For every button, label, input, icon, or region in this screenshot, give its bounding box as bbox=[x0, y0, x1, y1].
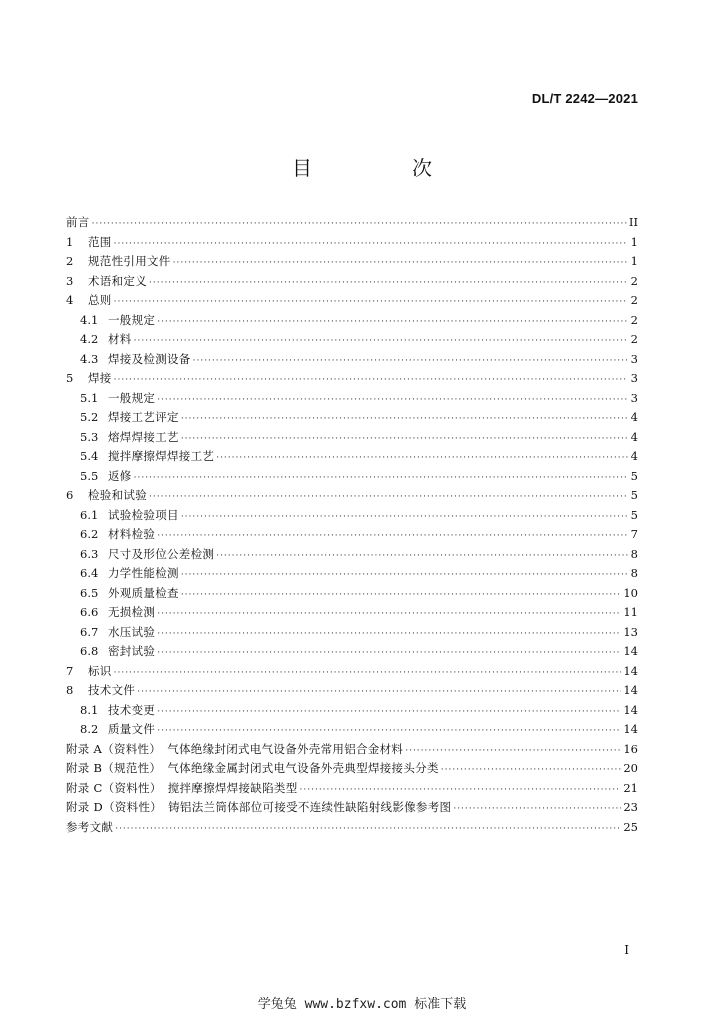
toc-entry-page: 10 bbox=[623, 585, 638, 600]
toc-entry-page: II bbox=[628, 215, 638, 229]
toc-entry-page: 5 bbox=[630, 488, 638, 502]
toc-entry-number: 3 bbox=[66, 273, 74, 288]
toc-entry-page: 14 bbox=[623, 702, 638, 717]
toc-entry[interactable] bbox=[66, 545, 638, 565]
toc-entry-label: 焊接及检测设备 bbox=[108, 351, 191, 366]
toc-entry-page: 5 bbox=[630, 507, 638, 522]
toc-entry[interactable] bbox=[66, 389, 638, 409]
toc-entry-number: 5.1 bbox=[80, 390, 99, 405]
toc-entry-label: 前言 bbox=[66, 215, 90, 229]
toc-entry-page: 2 bbox=[630, 332, 638, 346]
toc-entry-page: 1 bbox=[630, 234, 638, 249]
toc-leader-dots bbox=[157, 703, 621, 723]
toc-entry-page: 7 bbox=[630, 527, 638, 541]
toc-leader-dots bbox=[157, 605, 621, 625]
toc-entry-number: 6.3 bbox=[80, 546, 99, 561]
toc-leader-dots bbox=[134, 469, 628, 489]
toc-entry-label: 熔焊焊接工艺 bbox=[108, 429, 179, 444]
toc-entry-label: 一般规定 bbox=[108, 312, 156, 327]
toc-leader-dots bbox=[149, 488, 628, 508]
toc-entry-page: 21 bbox=[623, 780, 638, 795]
toc-entry-label: 技术变更 bbox=[108, 702, 156, 717]
toc-leader-dots bbox=[114, 664, 622, 684]
toc-entry-number: 8.2 bbox=[80, 722, 99, 736]
toc-entry-page: 14 bbox=[623, 683, 638, 697]
toc-entry[interactable] bbox=[66, 311, 638, 331]
toc-leader-dots bbox=[181, 566, 628, 586]
toc-leader-dots bbox=[157, 313, 628, 333]
toc-entry[interactable] bbox=[66, 506, 638, 526]
standard-code: DL/T 2242—2021 bbox=[531, 91, 638, 106]
toc-entry-page: 3 bbox=[630, 390, 638, 405]
toc-leader-dots bbox=[114, 293, 628, 313]
toc-entry-label: 术语和定义 bbox=[88, 273, 147, 288]
table-of-contents bbox=[66, 213, 638, 837]
toc-entry-label: 试验检验项目 bbox=[108, 507, 179, 522]
toc-entry-page: 16 bbox=[623, 741, 638, 756]
toc-entry[interactable] bbox=[66, 798, 638, 818]
toc-entry[interactable] bbox=[66, 779, 638, 799]
toc-leader-dots bbox=[115, 820, 621, 840]
toc-entry-page: 8 bbox=[630, 546, 638, 561]
toc-entry-page: 14 bbox=[623, 644, 638, 658]
toc-entry-number: 6.1 bbox=[80, 507, 99, 522]
toc-entry-number: 4.1 bbox=[80, 312, 99, 327]
toc-entry-number: 2 bbox=[66, 254, 74, 268]
toc-leader-dots bbox=[216, 449, 628, 469]
toc-entry-label: 密封试验 bbox=[108, 644, 156, 658]
toc-entry-number: 5.2 bbox=[80, 410, 99, 424]
toc-entry-number: 6.4 bbox=[80, 566, 99, 580]
toc-leader-dots bbox=[193, 352, 628, 372]
toc-entry-page: 4 bbox=[630, 449, 638, 463]
toc-entry-number: 6.6 bbox=[80, 605, 99, 619]
toc-entry[interactable] bbox=[66, 486, 638, 506]
toc-entry[interactable] bbox=[66, 818, 638, 838]
toc-entry-page: 4 bbox=[630, 410, 638, 424]
toc-entry[interactable] bbox=[66, 642, 638, 662]
toc-entry-number: 1 bbox=[66, 234, 74, 249]
toc-entry-label: 技术文件 bbox=[88, 683, 136, 697]
toc-entry-label: 参考文献 bbox=[66, 819, 114, 834]
toc-entry-number: 5.4 bbox=[80, 449, 99, 463]
toc-entry-number: 4.2 bbox=[80, 332, 99, 346]
toc-entry-page: 11 bbox=[623, 605, 638, 619]
page-number: I bbox=[624, 943, 629, 957]
toc-entry-label: 附录 D（资料性） 铸铝法兰筒体部位可接受不连续性缺陷射线影像参考图 bbox=[66, 800, 452, 814]
toc-entry[interactable] bbox=[66, 369, 638, 389]
toc-leader-dots bbox=[92, 215, 627, 235]
toc-entry[interactable] bbox=[66, 330, 638, 350]
toc-leader-dots bbox=[114, 371, 628, 391]
toc-leader-dots bbox=[157, 391, 628, 411]
toc-entry-label: 返修 bbox=[108, 468, 132, 483]
toc-leader-dots bbox=[453, 800, 621, 820]
toc-entry-page: 1 bbox=[630, 254, 638, 268]
toc-entry-label: 规范性引用文件 bbox=[88, 254, 171, 268]
toc-entry-number: 4.3 bbox=[80, 351, 99, 366]
toc-entry-label: 水压试验 bbox=[108, 624, 156, 639]
toc-entry-number: 5.5 bbox=[80, 468, 99, 483]
toc-entry[interactable] bbox=[66, 428, 638, 448]
toc-entry-label: 一般规定 bbox=[108, 390, 156, 405]
toc-leader-dots bbox=[441, 761, 622, 781]
toc-entry[interactable] bbox=[66, 603, 638, 623]
toc-entry-label: 材料 bbox=[108, 332, 132, 346]
toc-entry-page: 3 bbox=[630, 351, 638, 366]
toc-entry-page: 8 bbox=[630, 566, 638, 580]
toc-entry-label: 材料检验 bbox=[108, 527, 156, 541]
toc-entry-page: 2 bbox=[630, 312, 638, 327]
toc-leader-dots bbox=[181, 586, 622, 606]
toc-entry-label: 检验和试验 bbox=[88, 488, 147, 502]
toc-entry-number: 6.5 bbox=[80, 585, 99, 600]
toc-entry[interactable] bbox=[66, 350, 638, 370]
toc-entry-label: 质量文件 bbox=[108, 722, 156, 736]
toc-entry-label: 焊接工艺评定 bbox=[108, 410, 179, 424]
toc-leader-dots bbox=[157, 527, 628, 547]
toc-entry-page: 23 bbox=[623, 800, 638, 814]
toc-entry[interactable] bbox=[66, 291, 638, 311]
toc-entry-label: 搅拌摩擦焊焊接工艺 bbox=[108, 449, 215, 463]
toc-entry-number: 6 bbox=[66, 488, 74, 502]
toc-entry-number: 4 bbox=[66, 293, 74, 307]
toc-entry-number: 5.3 bbox=[80, 429, 99, 444]
toc-entry-label: 焊接 bbox=[88, 371, 112, 385]
toc-entry[interactable] bbox=[66, 213, 638, 233]
toc-entry[interactable] bbox=[66, 272, 638, 292]
toc-entry[interactable] bbox=[66, 623, 638, 643]
toc-leader-dots bbox=[114, 235, 628, 255]
toc-entry-label: 尺寸及形位公差检测 bbox=[108, 546, 215, 561]
toc-entry[interactable] bbox=[66, 701, 638, 721]
toc-entry-page: 5 bbox=[630, 468, 638, 483]
toc-entry-page: 25 bbox=[623, 819, 638, 834]
toc-entry-label: 力学性能检测 bbox=[108, 566, 179, 580]
toc-entry-number: 6.2 bbox=[80, 527, 99, 541]
toc-entry[interactable] bbox=[66, 408, 638, 428]
toc-entry[interactable] bbox=[66, 662, 638, 682]
toc-entry-page: 2 bbox=[630, 273, 638, 288]
toc-entry[interactable] bbox=[66, 252, 638, 272]
toc-leader-dots bbox=[181, 410, 628, 430]
toc-entry-number: 6.7 bbox=[80, 624, 99, 639]
toc-entry[interactable] bbox=[66, 740, 638, 760]
toc-entry-label: 附录 C（资料性） 搅拌摩擦焊焊接缺陷类型 bbox=[66, 780, 298, 795]
toc-entry[interactable] bbox=[66, 681, 638, 701]
toc-entry-label: 外观质量检查 bbox=[108, 585, 179, 600]
toc-leader-dots bbox=[134, 332, 628, 352]
page-title: 目 次 bbox=[292, 156, 472, 180]
toc-entry[interactable] bbox=[66, 233, 638, 253]
toc-leader-dots bbox=[157, 644, 621, 664]
toc-entry-number: 8 bbox=[66, 683, 74, 697]
toc-leader-dots bbox=[137, 683, 621, 703]
toc-entry[interactable] bbox=[66, 720, 638, 740]
toc-leader-dots bbox=[157, 625, 621, 645]
toc-leader-dots bbox=[216, 547, 628, 567]
toc-entry-label: 总则 bbox=[88, 293, 112, 307]
toc-entry-page: 3 bbox=[630, 371, 638, 385]
toc-entry-page: 20 bbox=[623, 761, 638, 775]
watermark-footer[interactable]: 学兔兔 www.bzfxw.com 标准下载 bbox=[257, 997, 467, 1012]
toc-entry-page: 14 bbox=[623, 722, 638, 736]
toc-leader-dots bbox=[149, 274, 628, 294]
toc-leader-dots bbox=[181, 430, 628, 450]
toc-entry-page: 13 bbox=[623, 624, 638, 639]
toc-leader-dots bbox=[173, 254, 628, 274]
toc-entry-label: 附录 B（规范性） 气体绝缘金属封闭式电气设备外壳典型焊接接头分类 bbox=[66, 761, 439, 775]
toc-entry-page: 14 bbox=[623, 663, 638, 678]
toc-entry-number: 5 bbox=[66, 371, 74, 385]
toc-entry-label: 无损检测 bbox=[108, 605, 156, 619]
toc-entry-label: 范围 bbox=[88, 234, 112, 249]
toc-entry-number: 7 bbox=[66, 663, 74, 678]
toc-entry-page: 2 bbox=[630, 293, 638, 307]
toc-entry[interactable] bbox=[66, 564, 638, 584]
toc-entry-page: 4 bbox=[630, 429, 638, 444]
toc-entry[interactable] bbox=[66, 584, 638, 604]
toc-entry[interactable] bbox=[66, 467, 638, 487]
toc-entry-number: 6.8 bbox=[80, 644, 99, 658]
toc-entry-number: 8.1 bbox=[80, 702, 99, 717]
toc-entry[interactable] bbox=[66, 447, 638, 467]
toc-entry[interactable] bbox=[66, 759, 638, 779]
toc-entry[interactable] bbox=[66, 525, 638, 545]
toc-leader-dots bbox=[181, 508, 628, 528]
toc-entry-label: 标识 bbox=[88, 663, 112, 678]
toc-entry-label: 附录 A（资料性） 气体绝缘封闭式电气设备外壳常用铝合金材料 bbox=[66, 741, 404, 756]
